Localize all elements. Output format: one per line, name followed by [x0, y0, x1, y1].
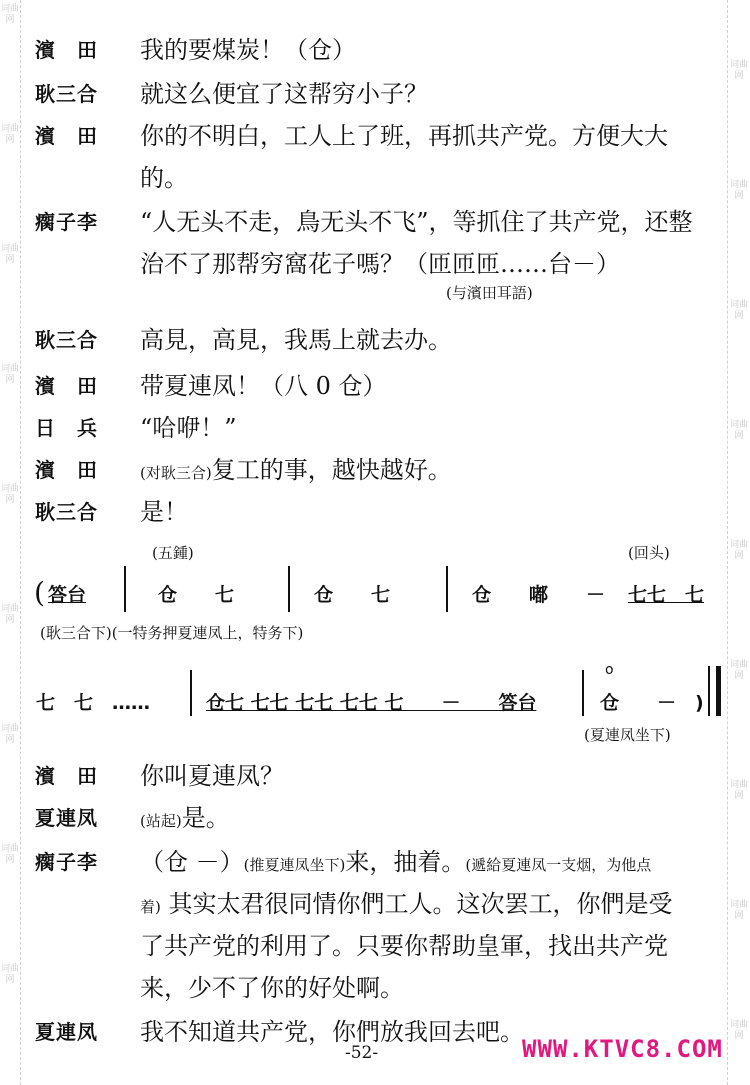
bar-line: [124, 566, 126, 612]
dialogue-line: 是！: [140, 498, 188, 526]
dialogue-line: 就这么便宜了这帮穷小子？: [140, 80, 428, 108]
dialogue-line: 高見，高見，我馬上就去办。: [140, 326, 452, 354]
side-watermark: 词曲网: [1, 364, 20, 385]
bar-line: [446, 566, 448, 612]
dialogue-line: [140, 450, 452, 485]
dialogue-text: 复工的事，越快越好。: [211, 456, 452, 484]
score-measure: 仓 － ): [600, 692, 704, 714]
dialogue-line: [140, 842, 651, 877]
side-watermark: 词曲网: [730, 540, 749, 561]
side-watermark: 词曲网: [730, 660, 749, 681]
dialogue-line: 你的不明白，工人上了班，再抓共产党。方便大大: [140, 122, 668, 150]
side-watermark: 词曲网: [1, 964, 20, 985]
dialogue-line: 我不知道共产党，你們放我回去吧。: [140, 1018, 524, 1046]
dialogue-line: 我的要煤炭！（仓）: [140, 36, 356, 64]
dialogue-line: 的。: [140, 164, 188, 192]
score-measure: [628, 580, 704, 607]
speaker-name: 濱 田: [35, 458, 98, 482]
stage-direction: (站起): [140, 812, 182, 830]
score-measure: 仓 嘟 －: [472, 584, 606, 606]
bar-line: [582, 670, 584, 716]
side-watermark: 词曲网: [730, 300, 749, 321]
dialogue-line: “哈咿！”: [140, 414, 237, 442]
speaker-name: 濱 田: [35, 764, 98, 788]
dialogue-line: 治不了那帮穷窩花子嗎？（匝匝匝……台－）: [140, 250, 620, 278]
bar-line: [288, 566, 290, 612]
dialogue-line: 了共产党的利用了。只要你帮助皇軍，找出共产党: [140, 932, 668, 960]
speaker-name: 瘸子李: [35, 210, 98, 234]
site-watermark: WWW.KTVC8.COM: [522, 1035, 723, 1063]
dialogue-line: 你叫夏連凤？: [140, 762, 284, 790]
side-watermark: 词曲网: [1, 4, 20, 25]
dialogue-text: （仓 －）: [140, 848, 244, 876]
speaker-name: 夏連凤: [35, 806, 98, 830]
stage-direction: (推夏連凤坐下): [243, 856, 346, 874]
dialogue-text: 其实太君很同情你們工人。这次罢工，你們是受: [160, 890, 673, 918]
score-open-paren: (: [34, 576, 45, 609]
speaker-name: 瘸子李: [35, 850, 98, 874]
stage-direction: (对耿三合): [140, 464, 212, 482]
speaker-name: 濱 田: [35, 38, 98, 62]
stage-direction: (耿三合下)(一特务押夏連凤上，特务下): [40, 624, 304, 642]
score-measure: 仓七 七七 七七 七七 七 － 答台: [206, 692, 537, 714]
speaker-name: 耿三合: [35, 328, 98, 352]
score-measure: 答台: [48, 584, 87, 606]
dialogue-line: 来，少不了你的好处啊。: [140, 974, 404, 1002]
underlined-beats: 七七 七: [628, 584, 705, 606]
speaker-name: 耿三合: [35, 500, 98, 524]
stage-direction: 着): [140, 898, 161, 916]
side-watermark: 词曲网: [730, 180, 749, 201]
side-watermark: 词曲网: [1, 844, 20, 865]
dialogue-line: [140, 798, 230, 833]
dialogue-text: 是。: [181, 804, 230, 832]
final-bar-thin: [708, 666, 710, 716]
side-watermark: 词曲网: [1, 124, 20, 145]
side-watermark: 词曲网: [1, 724, 20, 745]
score-measure: 仓 七: [158, 584, 235, 606]
final-bar-thick: [716, 666, 721, 716]
stage-direction: (与濱田耳語): [446, 284, 533, 302]
score-measure: 仓 七: [314, 584, 391, 606]
side-watermark: 词曲网: [730, 780, 749, 801]
score-label: (五鍾): [152, 544, 194, 562]
page-number: -52-: [345, 1043, 379, 1063]
dialogue-line: 带夏連凤！（八 0 仓）: [140, 372, 387, 400]
right-margin-border: [727, 0, 728, 1085]
fermata-ring: o: [605, 662, 614, 678]
side-watermark: 词曲网: [730, 60, 749, 81]
speaker-name: 日 兵: [35, 416, 98, 440]
stage-direction: (夏連凤坐下): [584, 726, 671, 744]
speaker-name: 夏連凤: [35, 1020, 98, 1044]
dialogue-line: “人无头不走，鳥无头不飞”，等抓住了共产党，还整: [140, 208, 693, 236]
side-watermark: 词曲网: [730, 1020, 749, 1041]
speaker-name: 濱 田: [35, 374, 98, 398]
dialogue-text: 来，抽着。: [345, 848, 466, 876]
speaker-name: 濱 田: [35, 124, 98, 148]
score-measure: 七 七 ……: [36, 692, 151, 714]
side-watermark: 词曲网: [730, 420, 749, 441]
left-margin-border: [20, 0, 21, 1085]
dialogue-line: [140, 884, 673, 919]
side-watermark: 词曲网: [730, 900, 749, 921]
side-watermark: 词曲网: [1, 604, 20, 625]
bar-line: [190, 670, 192, 716]
side-watermark: 词曲网: [1, 484, 20, 505]
stage-direction: (遞給夏連凤一支烟，为他点: [465, 856, 652, 874]
speaker-name: 耿三合: [35, 82, 98, 106]
side-watermark: 词曲网: [1, 244, 20, 265]
score-label: (回头): [628, 544, 670, 562]
